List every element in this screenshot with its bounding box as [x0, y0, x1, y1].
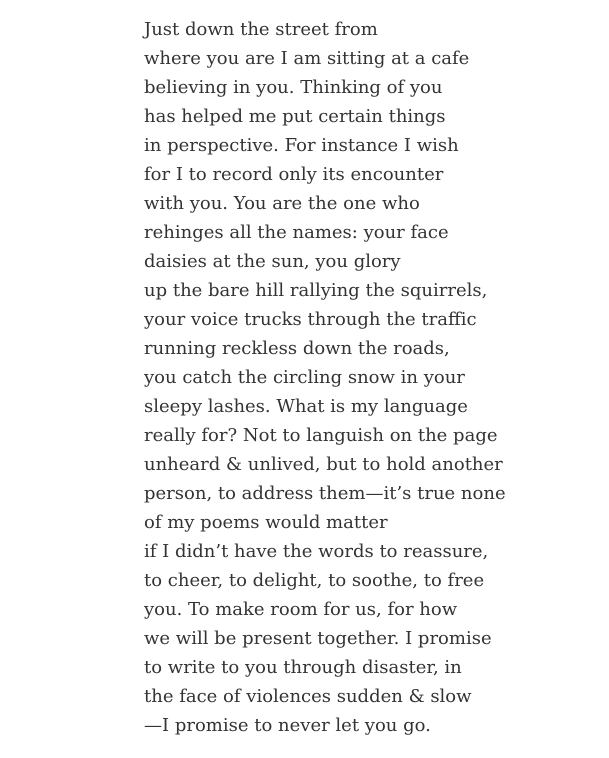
- poem-text: [144, 15, 506, 740]
- poem-line: you catch the circling snow in your: [144, 367, 465, 388]
- poem-line: believing in you. Thinking of you: [144, 77, 443, 98]
- poem-line: up the bare hill rallying the squirrels,: [144, 280, 488, 301]
- poem-line: for I to record only its encounter: [144, 164, 444, 185]
- poem-line: to cheer, to delight, to soothe, to free: [144, 570, 485, 591]
- poem-line: running reckless down the roads,: [144, 338, 450, 359]
- poem-line: your voice trucks through the traffic: [144, 309, 477, 330]
- poem-line: where you are I am sitting at a cafe: [144, 48, 470, 69]
- poem-line: with you. You are the one who: [144, 193, 420, 214]
- poem-line: we will be present together. I promise: [144, 628, 492, 649]
- poem-line: the face of violences sudden & slow: [144, 686, 472, 707]
- poem-line: sleepy lashes. What is my language: [144, 396, 468, 417]
- poem-line: Just down the street from: [144, 19, 378, 40]
- poem-line: really for? Not to languish on the page: [144, 425, 498, 446]
- poem-line: of my poems would matter: [144, 512, 388, 533]
- poem-line: daisies at the sun, you glory: [144, 251, 401, 272]
- poem-line: rehinges all the names: your face: [144, 222, 449, 243]
- poem-line: has helped me put certain things: [144, 106, 446, 127]
- poem-line: you. To make room for us, for how: [144, 599, 458, 620]
- poem-line: if I didn’t have the words to reassure,: [144, 541, 489, 562]
- poem-line: in perspective. For instance I wish: [144, 135, 459, 156]
- poem-line: person, to address them—it’s true none: [144, 483, 506, 504]
- poem-line: —I promise to never let you go.: [144, 715, 431, 736]
- poem-line: to write to you through disaster, in: [144, 657, 462, 678]
- poem-line: unheard & unlived, but to hold another: [144, 454, 503, 475]
